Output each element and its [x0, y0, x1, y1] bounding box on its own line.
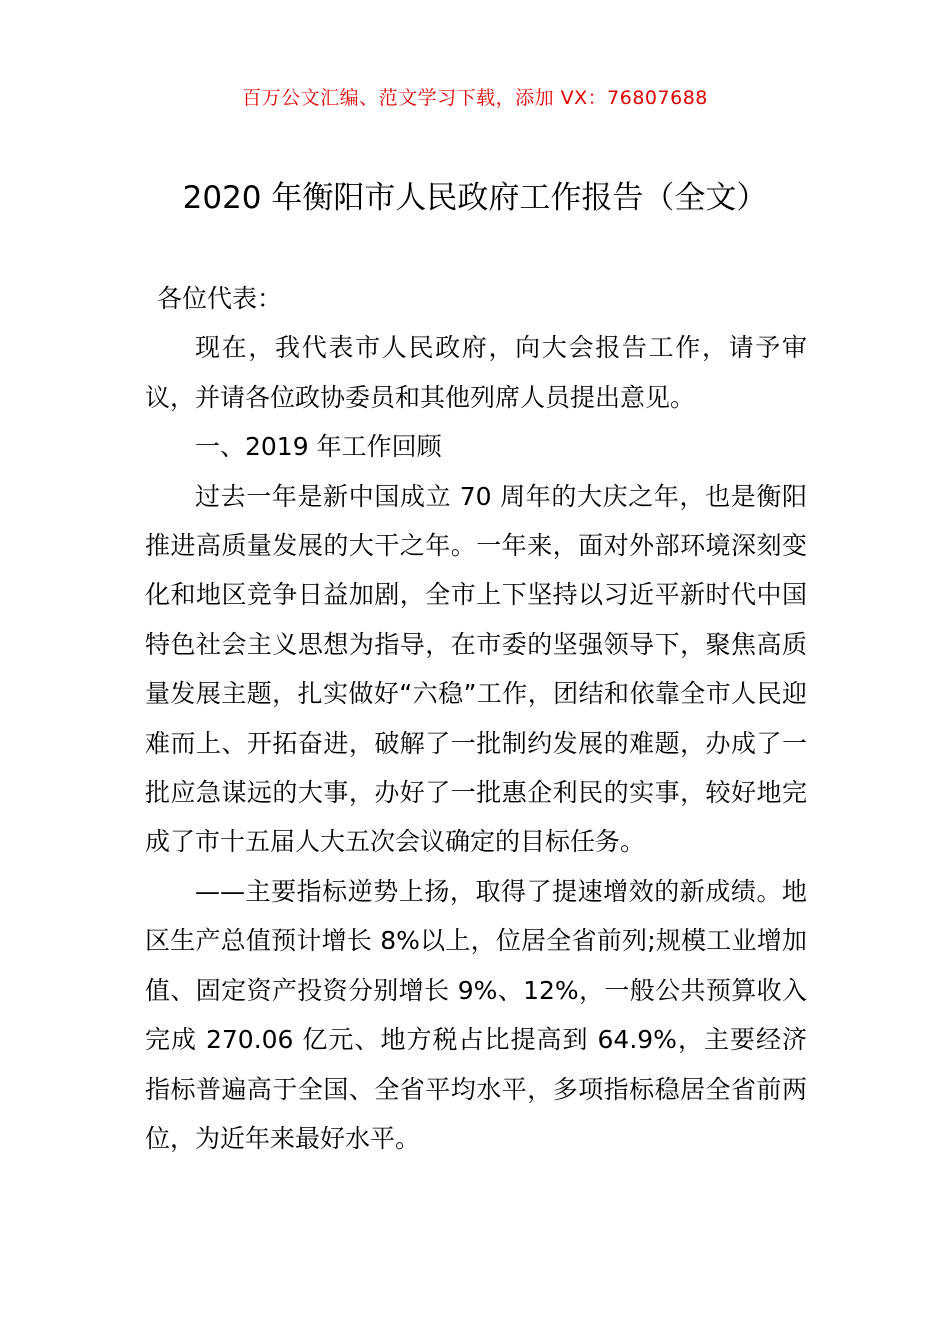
- section-heading-2019-review: 一、2019 年工作回顾: [195, 432, 442, 462]
- salutation: 各位代表：: [157, 284, 283, 313]
- paragraph-intro: 现在，我代表市人民政府，向大会报告工作，请予审议，并请各位政协委员和其他列席人员提出意见。: [145, 333, 807, 412]
- document-body: [145, 274, 807, 1163]
- paragraph-review-summary: 过去一年是新中国成立 70 周年的大庆之年，也是衡阳推进高质量发展的大干之年。一年来，面对外部环境深刻变化和地区竞争日益加剧，全市上下坚持以习近平新时代中国特色社会主义思想为指导，在市委的坚强领导下，聚焦高质量发展主题，扎实做好“六稳”工作，团结和依靠全市人民迎难而上、开拓奋进，破解了一批制约发展的难题，办成了一批应急谋远的大事，办好了一批惠企利民的实事，较好地完成了市十五届人大五次会议确定的目标任务。: [145, 481, 807, 857]
- header-watermark-note: 百万公文汇编、范文学习下载，添加 VX：76807688: [242, 87, 708, 109]
- document-title: 2020 年衡阳市人民政府工作报告（全文）: [182, 180, 768, 216]
- paragraph-key-indicators: ——主要指标逆势上扬，取得了提速增效的新成绩。地区生产总值预计增长 8%以上，位居全省前列;规模工业增加值、固定资产投资分别增长 9%、12%，一般公共预算收入完成 270.06 亿元、地方税占比提高到 64.9%，主要经济指标普遍高于全国、全省平均水平，多项指标稳居全省前两位，为近年来最好水平。: [145, 876, 807, 1153]
